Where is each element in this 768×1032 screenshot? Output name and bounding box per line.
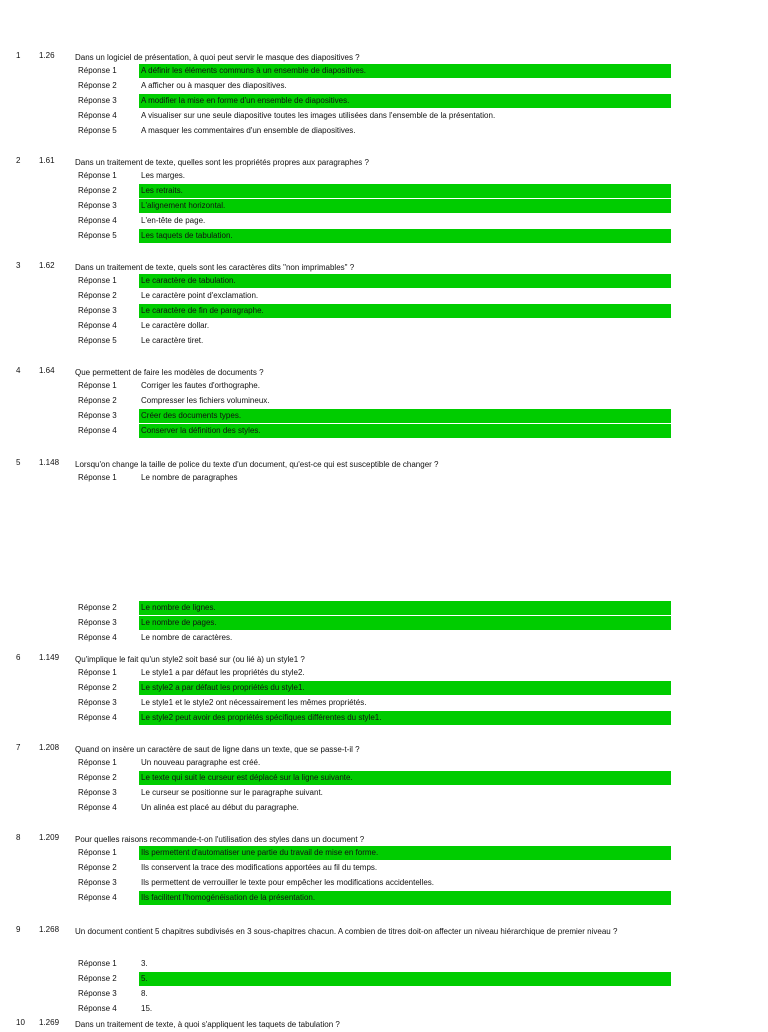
answer-text-correct: Le style2 peut avoir des propriétés spécifiques différentes du style1. <box>139 711 671 725</box>
answer-label: Réponse 4 <box>78 426 117 435</box>
answer-text: Un nouveau paragraphe est créé. <box>141 758 261 767</box>
question-row <box>0 48 768 63</box>
answer-row <box>0 108 768 123</box>
answer-text: Le caractère tiret. <box>141 336 204 345</box>
question-row <box>0 830 768 845</box>
question-number: 9 <box>16 925 21 934</box>
question-id: 1.62 <box>39 261 55 270</box>
answer-text-correct: Le style2 a par défaut les propriétés du style1. <box>139 681 671 695</box>
answer-row <box>0 860 768 875</box>
answer-text-correct: Le caractère de fin de paragraphe. <box>139 304 671 318</box>
question-id: 1.26 <box>39 51 55 60</box>
question-block <box>0 363 768 438</box>
answer-text-correct: Les retraits. <box>139 184 671 198</box>
question-row <box>0 455 768 470</box>
answer-text: Le curseur se positionne sur le paragraphe suivant. <box>141 788 323 797</box>
answer-text: Ils conservent la trace des modifications apportées au fil du temps. <box>141 863 378 872</box>
question-number: 7 <box>16 743 21 752</box>
answer-text-correct: Le nombre de pages. <box>139 616 671 630</box>
answer-row <box>0 63 768 78</box>
answer-row <box>0 408 768 423</box>
answer-row <box>0 393 768 408</box>
answer-label: Réponse 3 <box>78 878 117 887</box>
answer-row <box>0 755 768 770</box>
answer-label: Réponse 2 <box>78 773 117 782</box>
answer-text: A afficher ou à masquer des diapositives. <box>141 81 287 90</box>
question-id: 1.64 <box>39 366 55 375</box>
answer-row <box>0 288 768 303</box>
answer-row <box>0 273 768 288</box>
answer-text: Le nombre de paragraphes <box>141 473 238 482</box>
answer-label: Réponse 4 <box>78 633 117 642</box>
question-text: Dans un traitement de texte, quelles sont les propriétés propres aux paragraphes ? <box>75 158 369 167</box>
question-block <box>0 1015 768 1030</box>
question-row <box>0 363 768 378</box>
answer-text: Le caractère dollar. <box>141 321 210 330</box>
question-id: 1.269 <box>39 1018 60 1027</box>
answer-label: Réponse 3 <box>78 306 117 315</box>
answer-row <box>0 183 768 198</box>
answer-label: Réponse 3 <box>78 96 117 105</box>
answer-label: Réponse 4 <box>78 803 117 812</box>
answer-row <box>0 785 768 800</box>
answer-label: Réponse 1 <box>78 758 117 767</box>
answer-label: Réponse 5 <box>78 126 117 135</box>
question-id: 1.61 <box>39 156 55 165</box>
answer-row <box>0 665 768 680</box>
answer-row <box>0 630 768 645</box>
answer-row <box>0 875 768 890</box>
answer-row <box>0 770 768 785</box>
answer-text: Un alinéa est placé au début du paragraphe. <box>141 803 299 812</box>
question-row <box>0 922 768 956</box>
question-number: 6 <box>16 653 21 662</box>
answer-label: Réponse 1 <box>78 473 117 482</box>
question-id: 1.149 <box>39 653 60 662</box>
answer-row <box>0 93 768 108</box>
answer-label: Réponse 1 <box>78 959 117 968</box>
answer-label: Réponse 5 <box>78 336 117 345</box>
answer-row <box>0 971 768 986</box>
question-id: 1.148 <box>39 458 60 467</box>
answer-text: Le caractère point d'exclamation. <box>141 291 259 300</box>
answer-label: Réponse 3 <box>78 698 117 707</box>
answer-label: Réponse 1 <box>78 668 117 677</box>
answer-label: Réponse 4 <box>78 713 117 722</box>
question-row <box>0 650 768 665</box>
answer-row <box>0 710 768 725</box>
question-text: Lorsqu'on change la taille de police du texte d'un document, qu'est-ce qui est susceptible de changer ? <box>75 460 439 469</box>
answer-text: Les marges. <box>141 171 186 180</box>
answer-row <box>0 168 768 183</box>
question-id: 1.208 <box>39 743 60 752</box>
answer-row <box>0 845 768 860</box>
answer-row <box>0 800 768 815</box>
answer-text: 3. <box>141 959 148 968</box>
answer-row <box>0 1001 768 1016</box>
answer-text: Corriger les fautes d'orthographe. <box>141 381 260 390</box>
answer-label: Réponse 1 <box>78 848 117 857</box>
answer-row <box>0 78 768 93</box>
answer-row <box>0 615 768 630</box>
answer-row <box>0 333 768 348</box>
question-number: 5 <box>16 458 21 467</box>
answer-text: L'en-tête de page. <box>141 216 206 225</box>
answer-label: Réponse 4 <box>78 893 117 902</box>
answer-text-correct: Ils facilitent l'homogénéisation de la présentation. <box>139 891 671 905</box>
question-text: Dans un traitement de texte, quels sont les caractères dits "non imprimables" ? <box>75 263 355 272</box>
answer-text-correct: Les taquets de tabulation. <box>139 229 671 243</box>
answer-text: 15. <box>141 1004 153 1013</box>
answer-label: Réponse 2 <box>78 396 117 405</box>
answer-label: Réponse 4 <box>78 111 117 120</box>
question-text: Un document contient 5 chapitres subdivisés en 3 sous-chapitres chacun. A combien de titres doit-on affecter un niveau hiérarchique de premier niveau ? <box>75 927 618 936</box>
answer-label: Réponse 5 <box>78 231 117 240</box>
answer-text-correct: A modifier la mise en forme d'un ensemble de diapositives. <box>139 94 671 108</box>
question-block <box>0 153 768 243</box>
question-number: 1 <box>16 51 21 60</box>
answer-row <box>0 213 768 228</box>
answer-label: Réponse 1 <box>78 66 117 75</box>
answer-label: Réponse 4 <box>78 1004 117 1013</box>
question-block <box>0 48 768 138</box>
answer-text: Le style1 a par défaut les propriétés du style2. <box>141 668 305 677</box>
question-number: 2 <box>16 156 21 165</box>
question-block <box>0 830 768 905</box>
question-id: 1.268 <box>39 925 60 934</box>
answer-label: Réponse 4 <box>78 321 117 330</box>
question-text: Qu'implique le fait qu'un style2 soit basé sur (ou lié à) un style1 ? <box>75 655 305 664</box>
answer-row <box>0 123 768 138</box>
answer-label: Réponse 3 <box>78 788 117 797</box>
answer-text-correct: Le caractère de tabulation. <box>139 274 671 288</box>
answer-text-correct: A définir les éléments communs à un ensemble de diapositives. <box>139 64 671 78</box>
question-id: 1.209 <box>39 833 60 842</box>
question-number: 3 <box>16 261 21 270</box>
question-row <box>0 258 768 273</box>
question-block <box>0 922 768 1016</box>
answer-text: Le style1 et le style2 ont nécessairement les mêmes propriétés. <box>141 698 367 707</box>
answer-label: Réponse 3 <box>78 411 117 420</box>
answer-label: Réponse 4 <box>78 216 117 225</box>
answer-row <box>0 198 768 213</box>
answer-row <box>0 470 768 485</box>
answer-text-correct: Le texte qui suit le curseur est déplacé sur la ligne suivante. <box>139 771 671 785</box>
answer-text-correct: Créer des documents types. <box>139 409 671 423</box>
answer-row <box>0 680 768 695</box>
answer-label: Réponse 2 <box>78 81 117 90</box>
answer-row <box>0 600 768 615</box>
answer-label: Réponse 3 <box>78 618 117 627</box>
answer-label: Réponse 1 <box>78 171 117 180</box>
answer-row <box>0 695 768 710</box>
question-block <box>0 258 768 348</box>
answer-text: 8. <box>141 989 148 998</box>
question-text: Dans un traitement de texte, à quoi s'appliquent les taquets de tabulation ? <box>75 1020 340 1029</box>
answer-label: Réponse 2 <box>78 603 117 612</box>
question-text: Que permettent de faire les modèles de documents ? <box>75 368 264 377</box>
answer-label: Réponse 3 <box>78 201 117 210</box>
question-number: 4 <box>16 366 21 375</box>
answer-label: Réponse 2 <box>78 974 117 983</box>
blank-space <box>0 485 768 600</box>
answer-text-correct: Ils permettent d'automatiser une partie du travail de mise en forme. <box>139 846 671 860</box>
answer-label: Réponse 2 <box>78 291 117 300</box>
answer-row <box>0 318 768 333</box>
answer-text: Compresser les fichiers volumineux. <box>141 396 270 405</box>
answer-row <box>0 228 768 243</box>
answer-row <box>0 303 768 318</box>
question-block <box>0 455 768 645</box>
question-block <box>0 650 768 725</box>
question-row <box>0 740 768 755</box>
question-row <box>0 153 768 168</box>
question-text: Dans un logiciel de présentation, à quoi peut servir le masque des diapositives ? <box>75 53 360 62</box>
question-number: 8 <box>16 833 21 842</box>
answer-row <box>0 378 768 393</box>
answer-label: Réponse 2 <box>78 186 117 195</box>
question-text: Quand on insère un caractère de saut de ligne dans un texte, que se passe-t-il ? <box>75 745 360 754</box>
answer-text: A visualiser sur une seule diapositive toutes les images utilisées dans l'ensemble de la présentation. <box>141 111 496 120</box>
answer-text: Ils permettent de verrouiller le texte pour empêcher les modifications accidentelles. <box>141 878 435 887</box>
question-block <box>0 740 768 815</box>
answer-row <box>0 956 768 971</box>
answer-row <box>0 423 768 438</box>
answer-label: Réponse 3 <box>78 989 117 998</box>
answer-text-correct: 5. <box>139 972 671 986</box>
answer-text-correct: Conserver la définition des styles. <box>139 424 671 438</box>
answer-text: Le nombre de caractères. <box>141 633 233 642</box>
answer-label: Réponse 2 <box>78 863 117 872</box>
answer-row <box>0 986 768 1001</box>
question-text: Pour quelles raisons recommande-t-on l'utilisation des styles dans un document ? <box>75 835 365 844</box>
question-number: 10 <box>16 1018 25 1027</box>
answer-label: Réponse 2 <box>78 683 117 692</box>
answer-label: Réponse 1 <box>78 381 117 390</box>
answer-text-correct: L'alignement horizontal. <box>139 199 671 213</box>
answer-text: A masquer les commentaires d'un ensemble de diapositives. <box>141 126 356 135</box>
answer-row <box>0 890 768 905</box>
answer-text-correct: Le nombre de lignes. <box>139 601 671 615</box>
answer-label: Réponse 1 <box>78 276 117 285</box>
question-row <box>0 1015 768 1030</box>
